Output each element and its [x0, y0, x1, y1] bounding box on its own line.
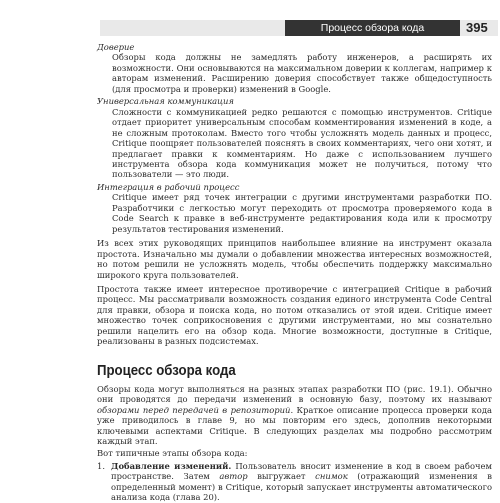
page-body	[97, 42, 492, 503]
section-intro: Обзоры кода могут выполняться на разных этапах разработки ПО (рис. 19.1). Обычно они проводятся до передачи изменений в основную базу, поэтому их называют обзорами перед передачей в репозиторий. Краткое описание процесса проверки кода уже приводилось в главе 9, но мы повторим его здесь, дополнив некоторыми ключевыми аспектами Critique. В следующих разделах мы подробно рассмотрим каждый этап.	[97, 383, 492, 446]
principle-text-integration: Critique имеет ряд точек интеграции с другими инструментами разработки ПО. Разработчики с легкостью могут переходить от просмотра проверяемого кода в Code Search к правке в веб-инструменте редактирования кода или к просмотру результатов тестирования изменений.	[112, 192, 492, 234]
intro-emphasis: обзорами перед передачей в репозиторий	[97, 404, 291, 415]
paragraph-integration-contradiction: Простота также имеет интересное противоречие с интеграцией Critique в рабочий процесс. Мы рассматривали возможность создания единого инструмента Code Central для правки, обзора и поиска кода, но потом отказались от этой идеи. Critique имеет множество точек соприкосновения с другими инструментами, но мы сознательно решили нацелить его на обзор кода. Многие возможности, доступные в Critique, реализованы в разных подсистемах.	[97, 283, 492, 347]
page-number: 395	[466, 20, 488, 35]
step-title: Добавление изменений.	[111, 460, 232, 471]
list-text: Добавление изменений. Пользователь вносит изменение в код в своем рабочем пространстве. Затем автор выгружает снимок (отражающий изменения в определенный момент) в Critique, который запускает инструменты автоматического анализа кода (глава 20).	[111, 460, 493, 503]
principle-text-communication: Сложности с коммуникацией редко решаются с помощью инструментов. Critique отдает приоритет универсальным способам комментирования изменений в коде, а не сложным протоколам. Вместо того чтобы усложнять модель данных и процесс, Critique поощряет пользователей пояснять в своих комментариях, чего они хотят, и предлагает правки к комментариям. Но даже с использованием лучшего инструмента обзора кода коммуникация может не получиться, потому что пользователи — это люди.	[112, 106, 492, 180]
paragraph-simplicity: Из всех этих руководящих принципов наибольшее влияние на инструмент оказала простота. Изначально мы думали о добавлении множества интересных возможностей, но потом решили не усложнять модель, чтобы обеспечить поддержку максимально широкого круга пользователей.	[97, 238, 492, 280]
list-number: 1.	[97, 460, 105, 471]
running-title: Процесс обзора кода	[285, 20, 460, 36]
page-header	[0, 0, 500, 40]
list-item-step-1	[97, 461, 492, 503]
principle-term-trust: Доверие	[97, 42, 135, 52]
principle-text-trust: Обзоры кода должны не замедлять работу инженеров, а расширять их возможности. Они основываются на максимальном доверии к коллегам, например к авторам изменений. Расширению доверия способствует также общедоступность (для просмотра и проверки) изменений в Google.	[112, 52, 492, 94]
steps-lead: Вот типичные этапы обзора кода:	[97, 448, 248, 459]
principle-term-integration: Интеграция в рабочий процесс	[97, 181, 240, 192]
section-title: Процесс обзора кода	[97, 361, 236, 379]
principle-term-communication: Универсальная коммуникация	[97, 96, 234, 107]
